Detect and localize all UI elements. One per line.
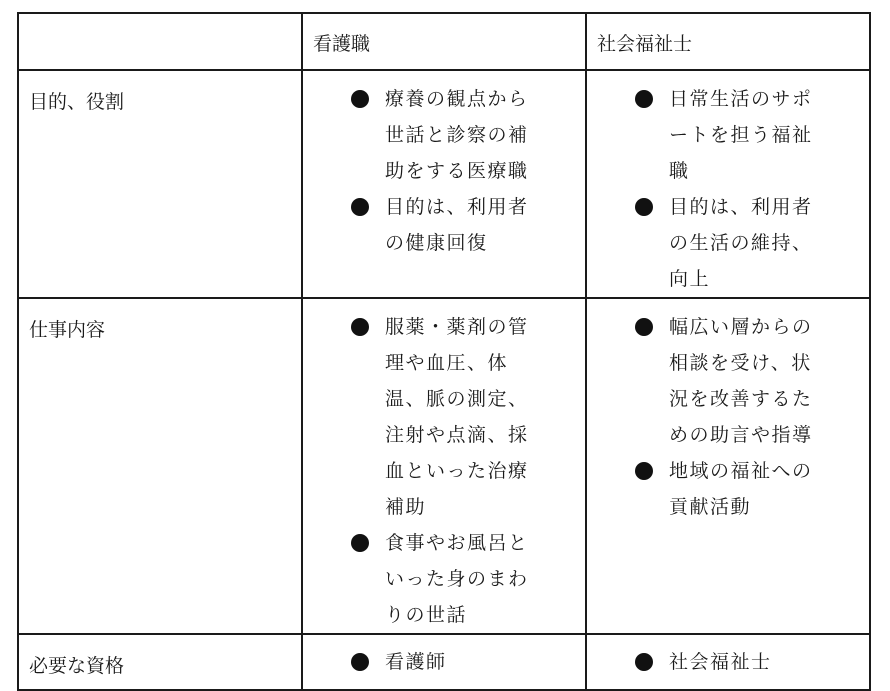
bullet-icon bbox=[635, 198, 653, 216]
list-item: 地域の福祉への貢献活動 bbox=[587, 453, 837, 525]
list-item: 目的は、利用者の生活の維持、向上 bbox=[587, 189, 837, 297]
row-label-cell bbox=[18, 634, 302, 690]
list-item: 社会福祉士 bbox=[587, 644, 869, 680]
row-label: 仕事内容 bbox=[29, 319, 106, 341]
bullet-list bbox=[303, 71, 585, 261]
header-social-label: 社会福祉士 bbox=[597, 33, 693, 55]
bullet-list bbox=[587, 635, 869, 680]
list-item: 目的は、利用者の健康回復 bbox=[303, 189, 553, 261]
social-worker-cell bbox=[586, 634, 870, 690]
header-cell-social-worker bbox=[586, 13, 870, 70]
social-worker-cell bbox=[586, 70, 870, 298]
nursing-cell bbox=[302, 70, 586, 298]
list-item: 日常生活のサポートを担う福祉職 bbox=[587, 81, 837, 189]
list-item: 服薬・薬剤の管理や血圧、体温、脈の測定、注射や点滴、採血といった治療補助 bbox=[303, 309, 553, 525]
header-cell-empty bbox=[18, 13, 302, 70]
bullet-icon bbox=[635, 318, 653, 336]
row-label: 必要な資格 bbox=[29, 655, 125, 677]
bullet-icon bbox=[351, 534, 369, 552]
nursing-cell bbox=[302, 298, 586, 634]
header-cell-nursing bbox=[302, 13, 586, 70]
bullet-icon bbox=[635, 462, 653, 480]
row-label: 目的、役割 bbox=[29, 91, 125, 113]
social-worker-cell bbox=[586, 298, 870, 634]
bullet-icon bbox=[635, 90, 653, 108]
bullet-icon bbox=[351, 198, 369, 216]
list-item: 看護師 bbox=[303, 644, 585, 680]
bullet-icon bbox=[351, 653, 369, 671]
bullet-list bbox=[587, 71, 869, 297]
header-nursing-label: 看護職 bbox=[313, 33, 371, 55]
row-label-cell bbox=[18, 70, 302, 298]
row-label-cell bbox=[18, 298, 302, 634]
bullet-list bbox=[587, 299, 869, 525]
table-row-qualification bbox=[18, 634, 870, 690]
bullet-list bbox=[303, 635, 585, 680]
list-item: 療養の観点から世話と診察の補助をする医療職 bbox=[303, 81, 553, 189]
bullet-icon bbox=[351, 90, 369, 108]
bullet-icon bbox=[635, 653, 653, 671]
comparison-table bbox=[17, 12, 871, 691]
nursing-cell bbox=[302, 634, 586, 690]
header-row bbox=[18, 13, 870, 70]
list-item: 幅広い層からの相談を受け、状況を改善するための助言や指導 bbox=[587, 309, 837, 453]
bullet-list bbox=[303, 299, 585, 633]
table-row-duties bbox=[18, 298, 870, 634]
list-item: 食事やお風呂といった身のまわりの世話 bbox=[303, 525, 553, 633]
bullet-icon bbox=[351, 318, 369, 336]
table-row-purpose bbox=[18, 70, 870, 298]
